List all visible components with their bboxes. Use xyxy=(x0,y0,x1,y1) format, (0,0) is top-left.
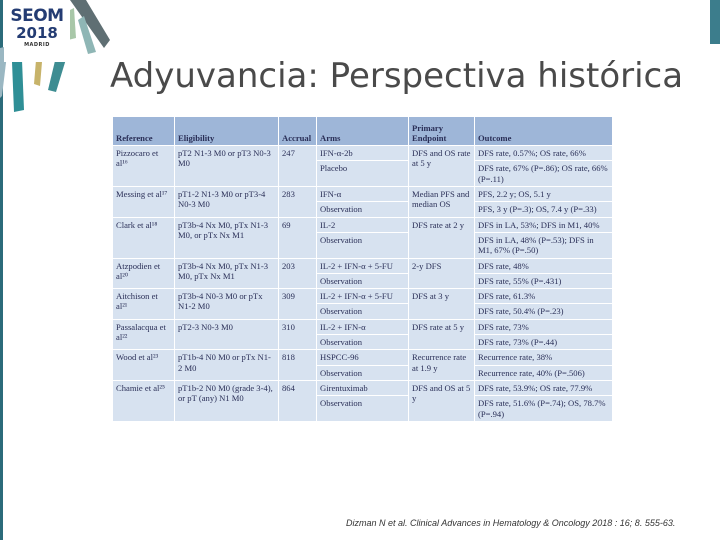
cell-outcome: DFS rate, 53.9%; OS rate, 77.9% xyxy=(475,381,613,396)
cell-endpoint: DFS and OS at 5 y xyxy=(409,381,475,422)
cell-eligibility: pT2 N1-3 M0 or pT3 N0-3 M0 xyxy=(175,146,279,187)
cell-reference: Atzpodien et al²⁰ xyxy=(113,258,175,289)
cell-endpoint: Recurrence rate at 1.9 y xyxy=(409,350,475,381)
cell-outcome: DFS rate, 55% (P=.431) xyxy=(475,273,613,288)
cell-reference: Clark et al¹⁸ xyxy=(113,217,175,258)
cell-reference: Messing et al¹⁷ xyxy=(113,186,175,217)
citation: Dizman N et al. Clinical Advances in Hematology & Oncology 2018 : 16; 8. 555-63. xyxy=(346,518,676,528)
cell-outcome: DFS rate, 50.4% (P=.23) xyxy=(475,304,613,319)
cell-outcome: PFS, 2.2 y; OS, 5.1 y xyxy=(475,186,613,201)
cell-arm: Observation xyxy=(317,335,409,350)
cell-outcome: DFS rate, 61.3% xyxy=(475,289,613,304)
cell-arm: Placebo xyxy=(317,161,409,187)
cell-arm: IL-2 xyxy=(317,217,409,232)
cell-outcome: DFS rate, 51.6% (P=.74); OS, 78.7% (P=.94) xyxy=(475,396,613,422)
cell-outcome: DFS rate, 73% xyxy=(475,319,613,334)
header-reference: Reference xyxy=(113,117,175,146)
cell-eligibility: pT2-3 N0-3 M0 xyxy=(175,319,279,350)
cell-outcome: DFS in LA, 53%; DFS in M1, 40% xyxy=(475,217,613,232)
cell-accrual: 203 xyxy=(279,258,317,289)
cell-arm: IFN-α-2b xyxy=(317,146,409,161)
cell-accrual: 864 xyxy=(279,381,317,422)
table-row xyxy=(113,186,613,201)
cell-accrual: 818 xyxy=(279,350,317,381)
cell-reference: Pizzocaro et al¹⁶ xyxy=(113,146,175,187)
cell-reference: Wood et al²³ xyxy=(113,350,175,381)
cell-arm: Observation xyxy=(317,232,409,258)
logo-text xyxy=(6,8,68,48)
logo-city-text: MADRID xyxy=(24,42,50,48)
table-row xyxy=(113,289,613,304)
cell-endpoint: 2-y DFS xyxy=(409,258,475,289)
cell-outcome: Recurrence rate, 38% xyxy=(475,350,613,365)
cell-reference: Chamie et al²⁵ xyxy=(113,381,175,422)
table-header-row xyxy=(113,117,613,146)
cell-accrual: 309 xyxy=(279,289,317,320)
cell-outcome: DFS rate, 73% (P=.44) xyxy=(475,335,613,350)
logo-seom-text: SEOM xyxy=(10,6,64,26)
cell-reference: Aitchison et al²¹ xyxy=(113,289,175,320)
cell-accrual: 69 xyxy=(279,217,317,258)
header-eligibility: Eligibility xyxy=(175,117,279,146)
table-row xyxy=(113,381,613,396)
trials-table xyxy=(112,116,613,422)
cell-arm: Observation xyxy=(317,273,409,288)
cell-endpoint: DFS rate at 2 y xyxy=(409,217,475,258)
cell-arm: Observation xyxy=(317,365,409,380)
cell-arm: HSPCC-96 xyxy=(317,350,409,365)
cell-eligibility: pT3b-4 N0-3 M0 or pTx N1-2 M0 xyxy=(175,289,279,320)
cell-eligibility: pT1b-4 N0 M0 or pTx N1-2 M0 xyxy=(175,350,279,381)
cell-accrual: 310 xyxy=(279,319,317,350)
cell-accrual: 283 xyxy=(279,186,317,217)
cell-arm: IL-2 + IFN-α + 5-FU xyxy=(317,258,409,273)
cell-endpoint: DFS at 3 y xyxy=(409,289,475,320)
header-primary-endpoint: Primary Endpoint xyxy=(409,117,475,146)
cell-eligibility: pT3b-4 Nx M0, pTx N1-3 M0, or pTx Nx M1 xyxy=(175,217,279,258)
cell-arm: Girentuximab xyxy=(317,381,409,396)
slide-title: Adyuvancia: Perspectiva histórica xyxy=(110,56,684,96)
right-accent-tab xyxy=(710,0,720,44)
table-row xyxy=(113,146,613,161)
cell-endpoint: DFS rate at 5 y xyxy=(409,319,475,350)
cell-eligibility: pT3b-4 Nx M0, pTx N1-3 M0, pTx Nx M1 xyxy=(175,258,279,289)
cell-outcome: PFS, 3 y (P=.3); OS, 7.4 y (P=.33) xyxy=(475,202,613,217)
table-row xyxy=(113,217,613,232)
table-row xyxy=(113,319,613,334)
cell-endpoint: Median PFS and median OS xyxy=(409,186,475,217)
cell-eligibility: pT1b-2 N0 M0 (grade 3-4), or pT (any) N1 M0 xyxy=(175,381,279,422)
cell-arm: IL-2 + IFN-α xyxy=(317,319,409,334)
cell-outcome: DFS rate, 48% xyxy=(475,258,613,273)
cell-arm: IL-2 + IFN-α + 5-FU xyxy=(317,289,409,304)
table-row xyxy=(113,258,613,273)
table-row xyxy=(113,350,613,365)
cell-arm: Observation xyxy=(317,396,409,422)
header-accrual: Accrual xyxy=(279,117,317,146)
header-outcome: Outcome xyxy=(475,117,613,146)
cell-outcome: Recurrence rate, 40% (P=.506) xyxy=(475,365,613,380)
cell-endpoint: DFS and OS rate at 5 y xyxy=(409,146,475,187)
header-arms: Arms xyxy=(317,117,409,146)
cell-arm: IFN-α xyxy=(317,186,409,201)
seom-logo xyxy=(0,0,112,112)
cell-outcome: DFS rate, 67% (P=.86); OS rate, 66% (P=.11) xyxy=(475,161,613,187)
cell-outcome: DFS rate, 0.57%; OS rate, 66% xyxy=(475,146,613,161)
cell-outcome: DFS in LA, 48% (P=.53); DFS in M1, 67% (P=.50) xyxy=(475,232,613,258)
cell-eligibility: pT1-2 N1-3 M0 or pT3-4 N0-3 M0 xyxy=(175,186,279,217)
logo-year-text: 2018 xyxy=(16,24,58,42)
cell-arm: Observation xyxy=(317,202,409,217)
cell-arm: Observation xyxy=(317,304,409,319)
cell-reference: Passalacqua et al²² xyxy=(113,319,175,350)
cell-accrual: 247 xyxy=(279,146,317,187)
